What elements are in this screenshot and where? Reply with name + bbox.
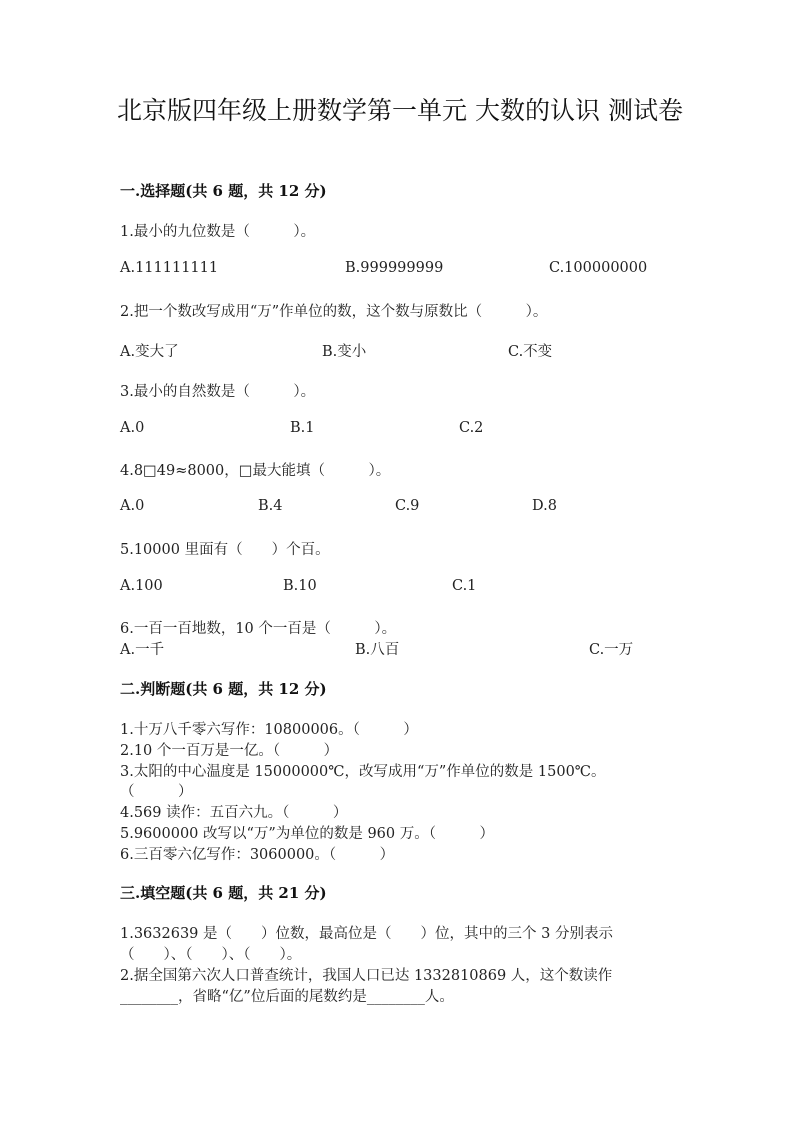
judge-item: 3.太阳的中心温度是 15000000℃，改写成用“万”作单位的数是 1500℃。 [120, 764, 606, 780]
section-heading-choice: 一.选择题(共 6 题，共 12 分) [120, 182, 327, 200]
fill-item: 1.3632639 是（ ）位数，最高位是（ ）位，其中的三个 3 分别表示 [120, 926, 613, 942]
option-5c: C.1 [452, 578, 477, 594]
section-heading-fill: 三.填空题(共 6 题，共 21 分) [120, 884, 327, 902]
question-6: 6.一百一百地数，10 个一百是（ ）。 [120, 621, 397, 637]
option-1b: B.999999999 [345, 260, 444, 276]
option-3a: A.0 [120, 420, 145, 436]
option-4c: C.9 [395, 498, 420, 514]
question-5: 5.10000 里面有（ ）个百。 [120, 542, 330, 558]
option-5b: B.10 [283, 578, 317, 594]
option-6c: C.一万 [589, 642, 634, 658]
judge-item: 2.10 个一百万是一亿。（ ） [120, 743, 339, 759]
question-4: 4.8□49≈8000，□最大能填（ ）。 [120, 463, 391, 479]
option-5a: A.100 [120, 578, 163, 594]
question-2: 2.把一个数改写成用“万”作单位的数，这个数与原数比（ ）。 [120, 304, 548, 320]
judge-item: 4.569 读作：五百六九。（ ） [120, 805, 348, 821]
section-heading-judge: 二.判断题(共 6 题，共 12 分) [120, 680, 327, 698]
option-1a: A.111111111 [120, 260, 219, 276]
judge-item-continuation: （ ） [120, 784, 193, 800]
option-6b: B.八百 [355, 642, 400, 658]
option-2c: C.不变 [508, 344, 553, 360]
option-4b: B.4 [258, 498, 283, 514]
judge-item: 5.9600000 改写以“万”为单位的数是 960 万。（ ） [120, 826, 494, 842]
option-4d: D.8 [532, 498, 557, 514]
fill-item: 2.据全国第六次人口普查统计，我国人口已达 1332810869 人，这个数读作 [120, 968, 613, 984]
judge-item: 1.十万八千零六写作：10800006。（ ） [120, 722, 418, 738]
fill-item-continuation: （ ）、（ ）、（ ）。 [120, 947, 302, 963]
option-3b: B.1 [290, 420, 315, 436]
fill-item-continuation: ________，省略“亿”位后面的尾数约是________人。 [120, 989, 454, 1005]
option-6a: A.一千 [120, 642, 165, 658]
page-title: 北京版四年级上册数学第一单元 大数的认识 测试卷 [117, 96, 683, 125]
option-1c: C.100000000 [549, 260, 648, 276]
option-2b: B.变小 [322, 344, 367, 360]
option-2a: A.变大了 [120, 344, 179, 360]
option-3c: C.2 [459, 420, 484, 436]
question-1: 1.最小的九位数是（ ）。 [120, 224, 316, 240]
judge-item: 6.三百零六亿写作：3060000。（ ） [120, 847, 395, 863]
question-3: 3.最小的自然数是（ ）。 [120, 384, 316, 400]
option-4a: A.0 [120, 498, 145, 514]
